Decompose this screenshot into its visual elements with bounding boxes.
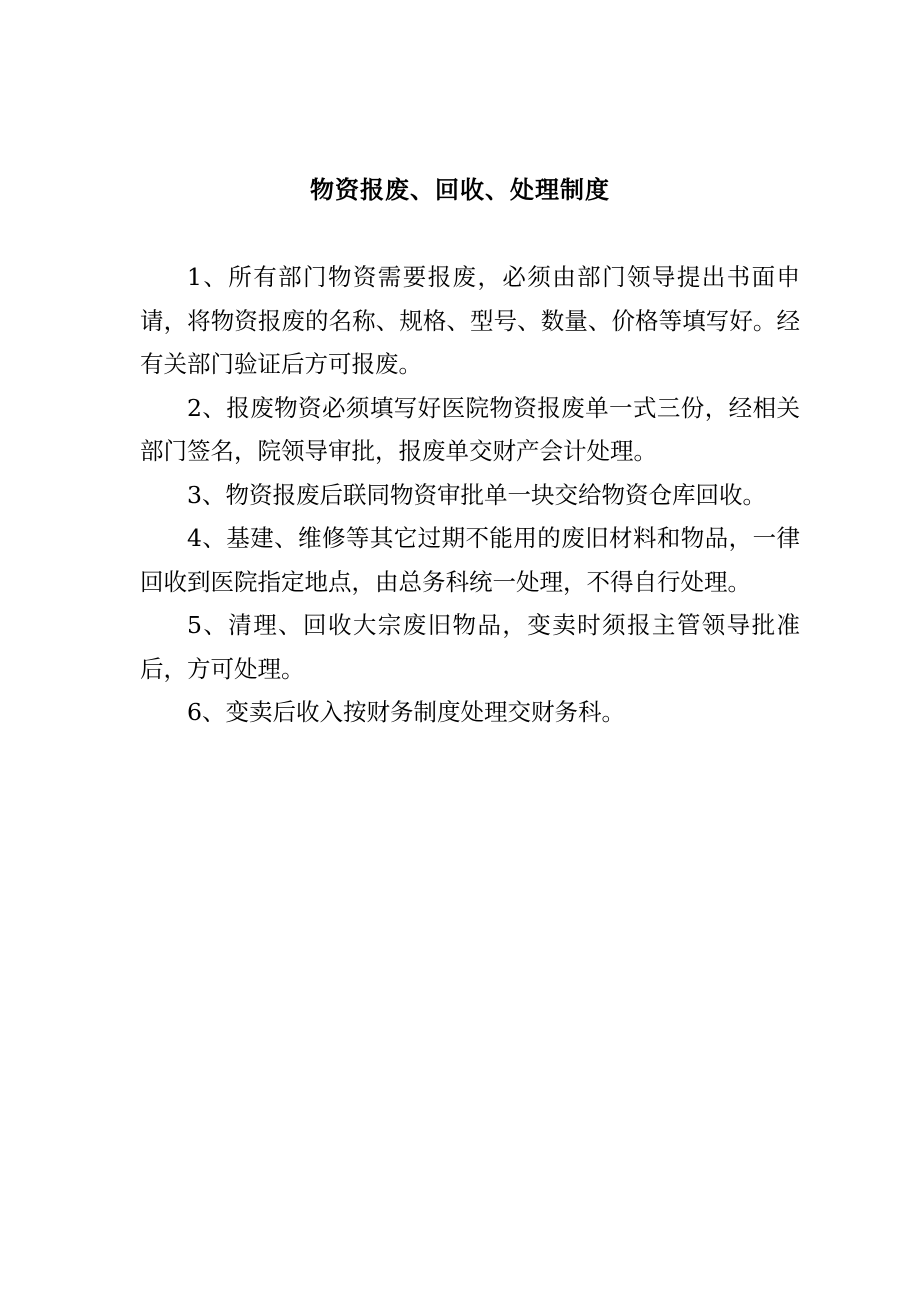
clause-1: 1、所有部门物资需要报废，必须由部门领导提出书面申请，将物资报废的名称、规格、型号、数量、价格等填写好。经有关部门验证后方可报废。 xyxy=(140,263,800,378)
clause-5: 5、清理、回收大宗废旧物品，变卖时须报主管领导批准后，方可处理。 xyxy=(140,611,800,683)
clause-4: 4、基建、维修等其它过期不能用的废旧材料和物品，一律回收到医院指定地点，由总务科统一处理，不得自行处理。 xyxy=(140,524,800,596)
clause-6: 6、变卖后收入按财务制度处理交财务科。 xyxy=(187,698,625,726)
clause-3: 3、物资报废后联同物资审批单一块交给物资仓库回收。 xyxy=(187,480,766,509)
document-title: 物资报废、回收、处理制度 xyxy=(310,175,610,204)
document-body xyxy=(140,256,800,735)
clause-2: 2、报废物资必须填写好医院物资报废单一式三份，经相关部门签名，院领导审批，报废单交财产会计处理。 xyxy=(140,393,800,465)
